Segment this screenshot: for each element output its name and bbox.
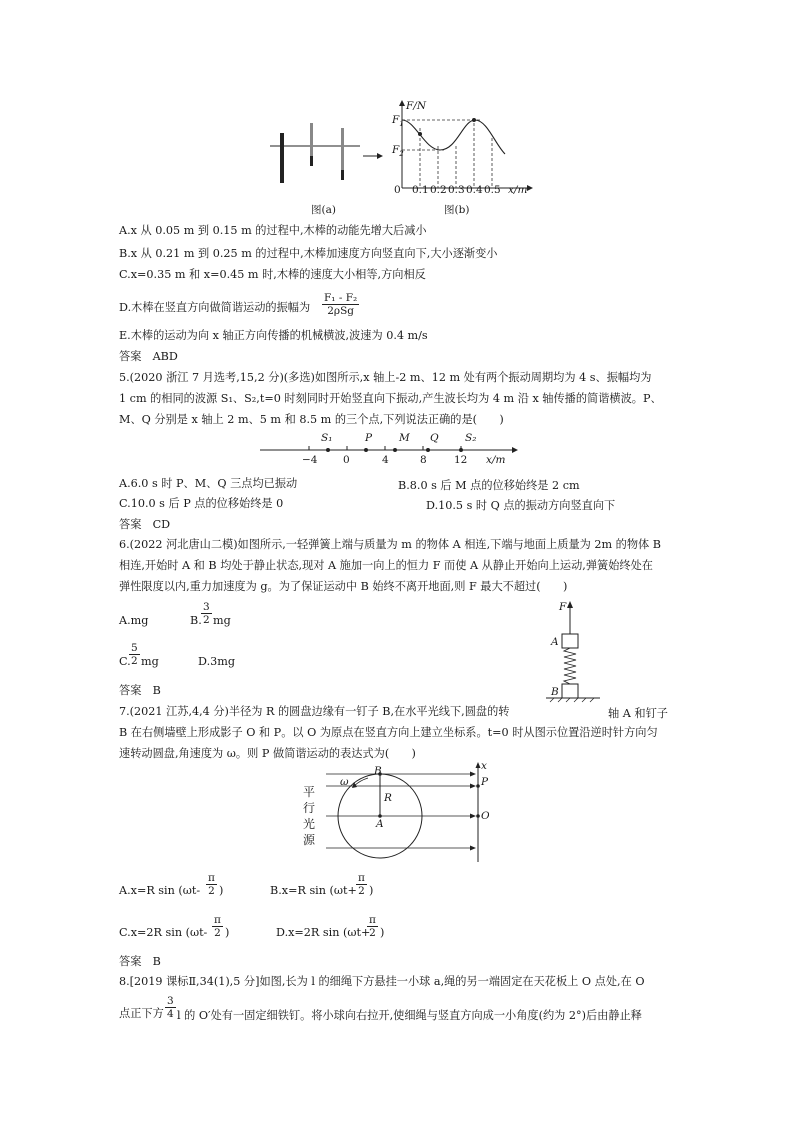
q5-label-q: Q: [430, 432, 439, 444]
fig-b-axis-x: x/m: [508, 184, 528, 196]
q5-axis-unit: x/m: [486, 454, 506, 466]
q4-option-d-fraction: F₁ - F₂ 2ρSg: [324, 292, 358, 317]
q7-line-2: B 在右侧墙壁上形成影子 O 和 P。以 O 为原点在竖直方向上建立坐标系。t=0 时从图示位置沿逆时针方向匀: [119, 726, 658, 739]
q5-tick-label: −4: [302, 454, 318, 466]
q5-label-m: M: [399, 432, 410, 444]
q6-fig-a: A: [551, 636, 559, 648]
q7-answer: 答案 B: [119, 955, 161, 968]
q6-fig-b: B: [551, 686, 559, 698]
fig-b-tick: 0.5: [484, 184, 501, 196]
q6-option-c-unit: mg: [141, 655, 159, 668]
q7-light-source-char: 源: [303, 833, 316, 847]
q7-fig-b: B: [374, 765, 382, 777]
fig-b-f1: $F_1$: [392, 114, 404, 129]
q6-line-1: 6.(2022 河北唐山二模)如图所示,一轻弹簧上端与质量为 m 的物体 A 相连,下端与地面上质量为 2m 的物体 B: [119, 538, 662, 551]
fig-b-f2: $F_2$: [392, 144, 404, 159]
q5-label-p: P: [365, 432, 373, 444]
q4-option-c: C.x=0.35 m 和 x=0.45 m 时,木棒的速度大小相等,方向相反: [119, 268, 426, 281]
q6-option-a: A.mg: [119, 614, 149, 627]
q5-tick-label: 8: [420, 454, 427, 466]
q7-disk-figure: [296, 762, 496, 864]
fig-b-tick: 0.4: [466, 184, 483, 196]
q7-fig-omega: ω: [340, 776, 349, 788]
q8-line-2-fraction: 3 4: [167, 995, 174, 1020]
q5-answer: 答案 CD: [119, 518, 171, 531]
q5-line-1: 5.(2020 浙江 7 月选考,15,2 分)(多选)如图所示,x 轴上-2 m、12 m 处有两个振动周期均为 4 s、振幅均为: [119, 371, 652, 384]
q7-option-b-fraction: π 2: [358, 872, 365, 897]
q7-fig-o: O: [481, 810, 490, 822]
fig-b-caption: 图(b): [444, 204, 470, 216]
fig-b-tick: 0.3: [448, 184, 465, 196]
q5-option-d: D.10.5 s 时 Q 点的振动方向竖直向下: [426, 499, 616, 512]
q7-light-source-char: 光: [303, 817, 316, 831]
q6-option-b-fraction: 3 2: [203, 601, 210, 626]
q8-line-2-end: l 的 O′处有一固定细铁钉。将小球向右拉开,使细绳与竖直方向成一小角度(约为 2°)后由静止释: [177, 1009, 642, 1022]
q4-option-a: A.x 从 0.05 m 到 0.15 m 的过程中,木棒的动能先增大后减小: [119, 224, 427, 237]
fig-b-origin: 0: [394, 184, 401, 196]
q6-option-c: C.: [119, 655, 131, 668]
q7-light-source-char: 平: [303, 785, 316, 799]
q7-option-a-close: ): [219, 884, 224, 897]
q5-option-a: A.6.0 s 时 P、M、Q 三点均已振动: [119, 477, 298, 490]
q7-option-d-fraction: π 2: [369, 914, 376, 939]
q5-tick-label: 4: [382, 454, 389, 466]
q6-option-d: D.3mg: [198, 655, 236, 668]
q4-answer: 答案 ABD: [119, 350, 178, 363]
q5-line-3: M、Q 分别是 x 轴上 2 m、5 m 和 8.5 m 的三个点,下列说法正确的是( ): [119, 413, 504, 426]
q7-option-a: A.x=R sin (ωt-: [119, 884, 201, 897]
q7-line-3: 速转动圆盘,角速度为 ω。则 P 做简谐运动的表达式为( ): [119, 747, 416, 760]
q5-axis-figure: [260, 430, 520, 472]
q7-option-a-fraction: π 2: [208, 872, 215, 897]
q7-option-c-close: ): [225, 926, 230, 939]
q7-option-c-fraction: π 2: [214, 914, 221, 939]
fig-b-axis-y: F/N: [406, 100, 427, 112]
q4-option-e: E.木棒的运动为向 x 轴正方向传播的机械横波,波速为 0.4 m/s: [119, 329, 428, 342]
q6-option-c-fraction: 5 2: [131, 642, 138, 667]
fig-b-tick: 0.2: [430, 184, 447, 196]
q6-line-3: 弹性限度以内,重力加速度为 g。为了保证运动中 B 始终不离开地面,则 F 最大不超过( ): [119, 580, 568, 593]
q5-tick-label: 12: [454, 454, 468, 466]
q7-line-1: 7.(2021 江苏,4,4 分)半径为 R 的圆盘边缘有一钉子 B,在水平光线下,圆盘的转: [119, 705, 510, 718]
q7-fig-a: A: [376, 818, 384, 830]
q4-option-d: D.木棒在竖直方向做简谐运动的振幅为: [119, 301, 311, 314]
q7-fig-r: R: [384, 792, 392, 804]
q6-fig-f: F: [559, 601, 567, 613]
q7-option-d-close: ): [380, 926, 385, 939]
q7-option-c: C.x=2R sin (ωt-: [119, 926, 208, 939]
q6-option-b: B.: [190, 614, 202, 627]
q4-option-b: B.x 从 0.21 m 到 0.25 m 的过程中,木棒加速度方向竖直向下,大小逐渐变小: [119, 247, 498, 260]
q7-fig-p: P: [481, 776, 489, 788]
q7-option-b: B.x=R sin (ωt+: [270, 884, 357, 897]
q5-tick-label: 0: [343, 454, 350, 466]
q5-label-s2: S₂: [465, 432, 477, 444]
q7-option-b-close: ): [369, 884, 374, 897]
q5-option-b: B.8.0 s 后 M 点的位移始终是 2 cm: [398, 479, 580, 492]
q6-line-2: 相连,开始时 A 和 B 均处于静止状态,现对 A 施加一向上的恒力 F 而使 A 从静止开始向上运动,弹簧始终处在: [119, 559, 653, 572]
q7-option-d: D.x=2R sin (ωt+: [276, 926, 371, 939]
q5-label-s1: S₁: [321, 432, 333, 444]
q7-fig-x: x: [481, 760, 487, 772]
q7-line-1-end: 轴 A 和钉子: [608, 707, 668, 720]
q6-option-b-unit: mg: [213, 614, 231, 627]
q7-light-source-char: 行: [303, 801, 316, 815]
q5-option-c: C.10.0 s 后 P 点的位移始终是 0: [119, 497, 284, 510]
q8-line-1: 8.[2019 课标Ⅱ,34(1),5 分]如图,长为 l 的细绳下方悬挂一小球 a,绳的另一端固定在天花板上 O 点处,在 O: [119, 975, 645, 988]
fig-b-tick: 0.1: [412, 184, 429, 196]
q5-line-2: 1 cm 的相同的波源 S₁、S₂,t=0 时刻同时开始竖直向下振动,产生波长均为 4 m 沿 x 轴传播的简谐横波。P、: [119, 392, 662, 405]
q6-answer: 答案 B: [119, 684, 161, 697]
fig-a-caption: 图(a): [311, 204, 336, 216]
q8-line-2-start: 点正下方: [119, 1007, 164, 1020]
